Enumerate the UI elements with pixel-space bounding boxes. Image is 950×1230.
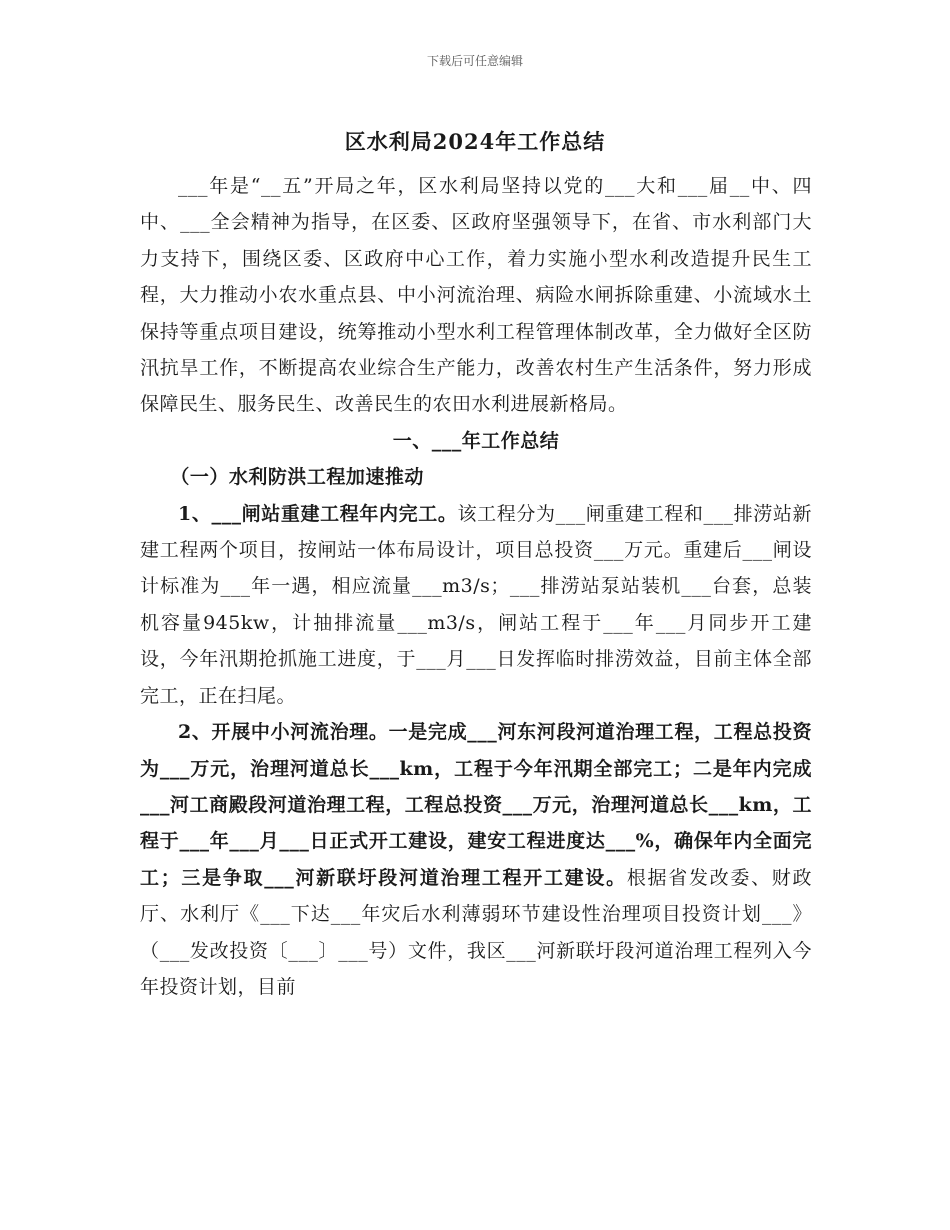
item-1-heading: 1、___闸站重建工程年内完工。: [178, 502, 458, 525]
document-body: [140, 168, 812, 1005]
page-header: 下载后可任意编辑: [426, 54, 523, 68]
intro-paragraph: ___年是“__五”开局之年，区水利局坚持以党的___大和___届__中、四中、___全会精神为指导，在区委、区政府坚强领导下，在省、市水利部门大力支持下，围绕区委、区政府中心工作，着力实施小型水利改造提升民生工程，大力推动小农水重点县、中小河流治理、病险水闸拆除重建、小流域水土保持等重点项目建设，统筹推动小型水利工程管理体制改革，全力做好全区防汛抗旱工作，不断提高农业综合生产能力，改善农村生产生活条件，努力形成保障民生、服务民生、改善民生的农田水利进展新格局。: [140, 175, 812, 416]
item-2-text: 根据省发改委、财政厅、水利厅《___下达___年灾后水利薄弱环节建设性治理项目投资计划___》（___发改投资〔___〕___号）文件，我区___河新联圩段河道治理工程列入今年投资计划，目前: [140, 866, 812, 998]
document-title: 区水利局2024年工作总结: [344, 129, 606, 154]
item-1-paragraph: [140, 496, 812, 714]
section-heading: 一、___年工作总结: [392, 429, 560, 452]
subsection-heading: （一）水利防洪工程加速推动: [170, 466, 424, 489]
item-2-paragraph: [140, 714, 812, 1005]
item-2-heading: 2、开展中小河流治理。一是完成___河东河段河道治理工程，工程总投资为___万元，治理河道总长___km，工程于今年汛期全部完工；二是年内完成___河工商殿段河道治理工程，工程总投资___万元，治理河道总长___km，工程于___年___月___日正式开工建设，建安工程进度达___%，确保年内全面完工；三是争取___河新联圩段河道治理工程开工建设。: [140, 721, 812, 889]
item-1-text: 该工程分为___闸重建工程和___排涝站新建工程两个项目，按闸站一体布局设计，项目总投资___万元。重建后___闸设计标准为___年一遇，相应流量___m3/s；___排涝站泵站装机___台套，总装机容量945kw，计抽排流量___m3/s，闸站工程于___年___月同步开工建设，今年汛期抢抓施工进度，于___月___日发挥临时排涝效益，目前主体全部完工，正在扫尾。: [140, 502, 812, 707]
